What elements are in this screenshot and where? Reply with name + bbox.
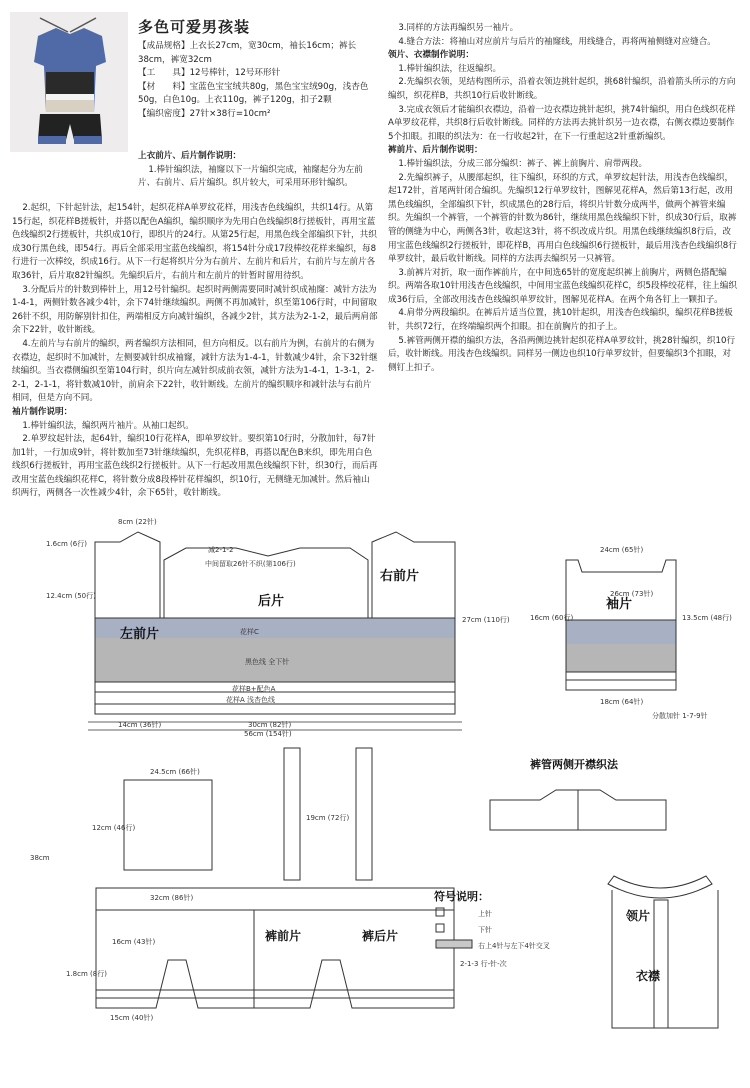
page-title: 多色可爱男孩装 — [138, 18, 251, 36]
instruction-item: 4.缝合方法：将袖山对应前片与后片的袖窿线，用线缝合，再将两袖侧缝对应缝合。 — [398, 36, 716, 47]
instruction-item: 3.同样的方法再编织另一袖片。 — [398, 23, 519, 33]
slit-title: 裤管两侧开襟织法 — [530, 758, 618, 771]
section-title-pants: 裤前片、后片制作说明： — [388, 145, 483, 156]
left-front-label: 左前片 — [120, 627, 160, 642]
instruction-item: 1.棒针编织法，分成三部分编织：裤子、裤上前胸片、肩带两段。 — [398, 158, 648, 169]
instruction-item: 4.左前片与右前片的编织，两者编织方法相同，但方向相反。以右前片为例，右前片的右侧为衣襟边，起织时不加减针，左侧要减针织成袖窿，减针方法为1-4-1，针数减少4针，余下32针继续编织。当衣襟侧编织至第104行时，织片向左减针织成前衣领，减针方法为1-4-1，1-3-1，2-2-1，2-1-1，将针数减10针，前肩余下22针，收针断线。左前片的编织顺序和减针法与右前片相同，但是方向不同。 — [12, 338, 378, 404]
sleeve-dim-body: 13.5cm (48行) — [682, 614, 732, 622]
placket-label: 衣襟 — [636, 969, 661, 983]
collar-label: 领片 — [626, 909, 651, 923]
sleeve-dim-cuff: 18cm (64针) — [600, 698, 644, 706]
purl-symbol-icon — [436, 924, 444, 932]
pants-dim-leg: 16cm (43针) — [112, 938, 156, 946]
instruction-item: 2.先编织衣领，见结构图所示，沿着衣领边挑针起织，挑68针编织，沿着箭头所示的方向编织，织花样B，共织10行后收针断线。 — [388, 77, 736, 101]
dim-neck-depth: 1.6cm (6行) — [46, 540, 87, 548]
instruction-item: 1.棒针编织法，往返编织。 — [398, 63, 502, 74]
spec-size: 【成品规格】上衣长27cm，宽30cm，袖长16cm；裤长38cm，裤宽32cm — [138, 41, 357, 65]
pants-dim-rib: 1.8cm (8行) — [66, 970, 107, 978]
instruction-item: 2.单罗纹起针法，起64针，编织10行花样A，即单罗纹针。要织第10行时，分散加针，每7针加1针，一行加成9针，将针数加至73针继续编织，先织花样B，再搭以配色B来织，即先用白色线织6行搓板针，再用宝蓝色线织2行搓板针。从下一行起改用黑色线编织下针，织30行，而后再改用宝蓝色线编织花样C，将针数分成8段棒针花样编织，织10行，无侧缝无加减针。然后袖山织两行，两侧各一次性减少4针，余下65针，收针断线。 — [12, 434, 378, 499]
collar-diagram — [608, 876, 718, 1028]
instruction-item: 1.棒针编织法，袖窿以下一片编织完成，袖窿起分为左前片、右前片、后片编织。织片较大，可采用环形针编织。 — [138, 164, 363, 189]
black-yarn-label: 黑色线 全下针 — [245, 658, 290, 666]
instruction-item: 3.完成衣领后才能编织衣襟边，沿着一边衣襟边挑针起织，挑74针编织，用白色线织花样A单罗纹花样，共织8行后收针断线。同样的方法再去挑针织另一边衣襟，右侧衣襟边要制作5个扣眼。扣眼的织法为：在一行收起2针，在下一行重起这2针重新编织。 — [388, 104, 736, 142]
pants-dim-cuff: 15cm (40针) — [110, 1014, 154, 1022]
dim-back-width: 30cm (82针) — [248, 721, 292, 729]
sleeve-dim-top: 24cm (65针) — [600, 546, 644, 554]
right-front-label: 右前片 — [380, 569, 420, 584]
section-title-sleeve: 袖片制作说明： — [12, 406, 73, 417]
instruction-item: 3.分配后片的针数到棒针上，用12号针编织。起织时两侧需要同时减针织成袖窿：减针方法为1-4-1，两侧针数各减少4针，余下74针继续编织。两侧不再加减针，织至第106行时，中间留取26针不织，用防解别针扣住，两端相反方向减针编织，各减少2针，其方法为2-1-2，最后两肩部余下22针，收针断线。 — [12, 284, 378, 336]
pants-dim-strap: 19cm (72行) — [306, 814, 350, 822]
sleeve-dim-width: 26cm (73针) — [610, 590, 654, 598]
instruction-item: 2.先编织裤子，从腰部起织，往下编织，环织的方式，单罗纹起针法，用浅杏色线编织，起172针，首尾两针闭合编织。先编织12行单罗纹针，图解见花样A，然后第13行起，改用黑色线编织，全部编织下针，织成黑色的28行后，将织片针数分成两半，做两个裤管来编织。先编织一个裤管，一个裤管的针数为86针，继续用黑色线编织下针，织成30行后，取裤管的侧缝为中心，两侧各3针，收起这3针，将不织改成片织。用黑色线继续编织8行后，改用宝蓝色线编织2行搓板针，即花样B，再用白色线编织6行搓板针，最后用浅杏色线编织8行单罗纹针，最后收针断线。同样的方法再去编织另一只裤管。 — [388, 172, 737, 265]
pants-dim-bib: 24.5cm (66针) — [150, 768, 200, 776]
dim-total-width: 56cm (154针) — [244, 730, 292, 738]
symbols-title: 符号说明： — [434, 890, 489, 903]
instruction-item: 4.肩带分两段编织。在裤后片适当位置，挑10针起织，用浅杏色线编织，编织花样B搓板针，共织72行，在终端编织两个扣眼。扣在前胸片的扣子上。 — [388, 308, 733, 333]
pattern-b-label: 花样B+配色A — [232, 685, 276, 693]
sleeve-dim-length: 16cm (60行) — [530, 614, 574, 622]
pants-dim-length: 38cm — [30, 854, 50, 862]
knit-symbol-icon — [436, 908, 444, 916]
dim-front-width: 14cm (36针) — [118, 721, 162, 729]
pants-dim-bib-height: 12cm (46行) — [92, 824, 136, 832]
pattern-a-label: 花样A 浅杏色线 — [226, 696, 276, 704]
instruction-item: 2.起织，下针起针法，起154针，起织花样A单罗纹花样，用浅杏色线编织，共织14行。从第15行起，织花样B搓板针，并搭以配色A编织，编织顺序为先用白色线编织8行搓板针，再用宝蓝色线编织2行搓板针，共织成10行，即织片的24行。从第25行起，用黑色线全部编织下针，共织成30行黑色线，即54行。再后全部采用宝蓝色线编织，将154针分成17段棒绞花样来编织，每8行进行一次棒绞，织成16行。从下一行起将织片分为右前片、左前片和后片，右前片与左前片各取36针，后片取82针编织。先编织后片，右前片和左前片的针暂时留用待织。 — [12, 203, 377, 281]
section-title-collar: 领片、衣襟制作说明： — [388, 50, 474, 61]
decrease-label: 减2-1-2 — [208, 546, 234, 554]
instruction-item: 1.棒针编织法，编织两片袖片。从袖口起织。 — [22, 420, 194, 431]
dim-body-length: 27cm (110行) — [462, 616, 510, 624]
symbol-decrease-label: 2-1-3 行-针-次 — [460, 960, 507, 968]
sleeve-diagram — [566, 560, 676, 690]
sleeve-label: 袖片 — [606, 597, 633, 612]
spec-tools: 【工 具】12号棒针，12号环形针 — [138, 68, 281, 79]
sleeve-dim-increase: 分散加针 1-7-9针 — [652, 712, 708, 720]
symbol-cable-label: 右上4针与左下4针交叉 — [478, 942, 550, 950]
instruction-item: 3.前裤片对折，取一面作裤前片，在中间选65针的宽度起织裤上前胸片，两侧色搭配编织。两端各取10针用浅杏色线编织，中间用宝蓝色线编织花样C，织5段棒绞花样，往上编织成36行后，全部改用浅杏色线编织单罗纹针，图解见花样A。在两个角各钉上一颗扣子。 — [388, 267, 737, 305]
pattern-c-label: 花样C — [240, 628, 259, 636]
pants-dim-waist: 32cm (86针) — [150, 894, 194, 902]
pants-front-label: 裤前片 — [265, 929, 302, 943]
symbol-knit-label: 上针 — [478, 910, 492, 918]
instruction-item: 5.裤管两侧开襟的编织方法，各沿两侧边挑针起织花样A单罗纹针，挑28针编织，织10行后，收针断线。用浅杏色线编织。同样另一侧边也织10行单罗纹针，但要编织3个扣眼，对侧钉上扣子。 — [388, 335, 736, 373]
symbol-purl-label: 下针 — [478, 926, 492, 934]
slit-diagram — [490, 790, 666, 830]
back-label: 后片 — [258, 594, 285, 609]
dim-shoulder: 8cm (22针) — [118, 518, 157, 526]
pants-diagram — [96, 748, 454, 1008]
cable-symbol-icon — [436, 940, 472, 948]
section-title-body: 上衣前片、后片制作说明： — [138, 151, 242, 161]
pants-back-label: 裤后片 — [362, 929, 399, 943]
spec-materials: 【材 料】宝蓝色宝宝绒共80g，黑色宝宝绒90g，浅杏色50g，白色10g。上衣110g，裤子120g，扣子2颗 — [138, 81, 369, 106]
spec-gauge: 【编织密度】27针×38行=10cm² — [138, 108, 271, 119]
dim-armhole: 12.4cm (50行) — [46, 592, 96, 600]
center-gap-label: 中间留取26针不织(第106行) — [205, 560, 296, 568]
